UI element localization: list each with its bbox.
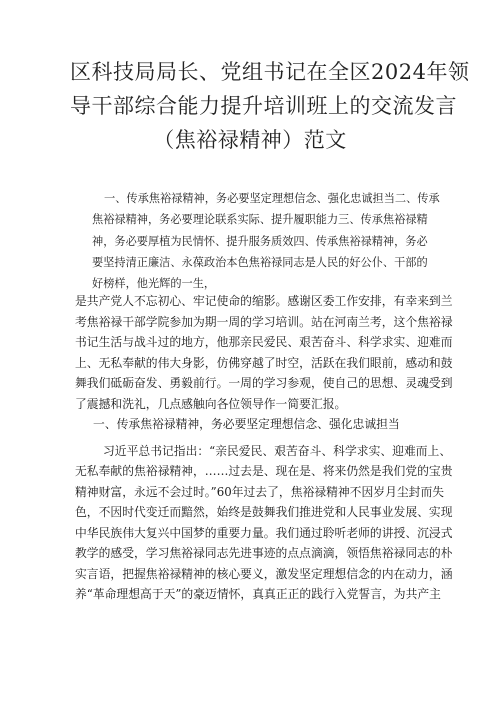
body-line: 考焦裕禄干部学院参加为期一周的学习培训。站在河南兰考，这个焦裕禄 bbox=[75, 314, 453, 329]
summary-line: 要坚持清正廉洁、永葆政治本色焦裕禄同志是人民的好公仆、干部的 bbox=[92, 255, 428, 269]
section-line: 色，不因时代变迁而黯然，始终是鼓舞我们推进党和人民事业发展、实现 bbox=[75, 505, 453, 519]
summary-paragraph bbox=[92, 188, 440, 294]
section-line: 养“革命理想高于天”的豪迈情怀，真真正正的践行入党誓言，为共产主 bbox=[75, 587, 441, 601]
body-line: 舞我们砥砺奋发、勇毅前行。一周的学习参观，使自己的思想、灵魂受到 bbox=[75, 376, 453, 390]
summary-line: 好榜样，他光辉的一生， bbox=[92, 277, 216, 291]
section-line: 中华民族伟大复兴中国梦的重要力量。我们通过聆听老师的讲授、沉浸式 bbox=[75, 525, 453, 540]
body-line: 书记生活与战斗过的地方，他那亲民爱民、艰苦奋斗、科学求实、迎难而 bbox=[75, 335, 453, 349]
document-title bbox=[70, 55, 470, 157]
section-heading: 一、传承焦裕禄精神，务必要坚定理想信念、强化忠诚担当 bbox=[93, 417, 400, 431]
title-line: 导干部综合能力提升培训班上的交流发言 bbox=[70, 94, 457, 118]
body-text bbox=[75, 291, 453, 605]
title-line: 区科技局局长、党组书记在全区2024年领 bbox=[70, 60, 470, 84]
summary-line: 一、传承焦裕禄精神，务必要坚定理想信念、强化忠诚担当二、传承 bbox=[104, 192, 440, 205]
section-line: 习近平总书记指出：“亲民爱民、艰苦奋斗、科学求实、迎难而上、 bbox=[103, 443, 452, 458]
section-line: 无私奉献的焦裕禄精神，……过去是、现在是、将来仍然是我们党的宝贵 bbox=[75, 464, 453, 478]
summary-line: 神，务必要厚植为民情怀、提升服务质效四、传承焦裕禄精神，务必 bbox=[92, 234, 428, 248]
body-line: 了震撼和洗礼，几点感触向各位领导作一简要汇报。 bbox=[75, 396, 347, 411]
summary-line: 焦裕禄精神，务必要理论联系实际、提升履职能力三、传承焦裕禄精 bbox=[92, 213, 428, 227]
title-line: （焦裕禄精神）范文 bbox=[153, 128, 347, 152]
body-line: 是共产党人不忘初心、牢记使命的缩影。感谢区委工作安排，有幸来到兰 bbox=[75, 294, 453, 308]
section-line: 实言语，把握焦裕禄精神的核心要义，激发坚定理想信念的内在动力，涵 bbox=[75, 566, 453, 581]
section-line: 精神财富，永远不会过时。”60年过去了，焦裕禄精神不因岁月尘封而失 bbox=[75, 484, 445, 499]
section-line: 教学的感受，学习焦裕禄同志先进事迹的点点滴滴，领悟焦裕禄同志的朴 bbox=[75, 546, 453, 560]
body-line: 上、无私奉献的伟大身影，仿佛穿越了时空，活跃在我们眼前，感动和鼓 bbox=[75, 355, 453, 370]
